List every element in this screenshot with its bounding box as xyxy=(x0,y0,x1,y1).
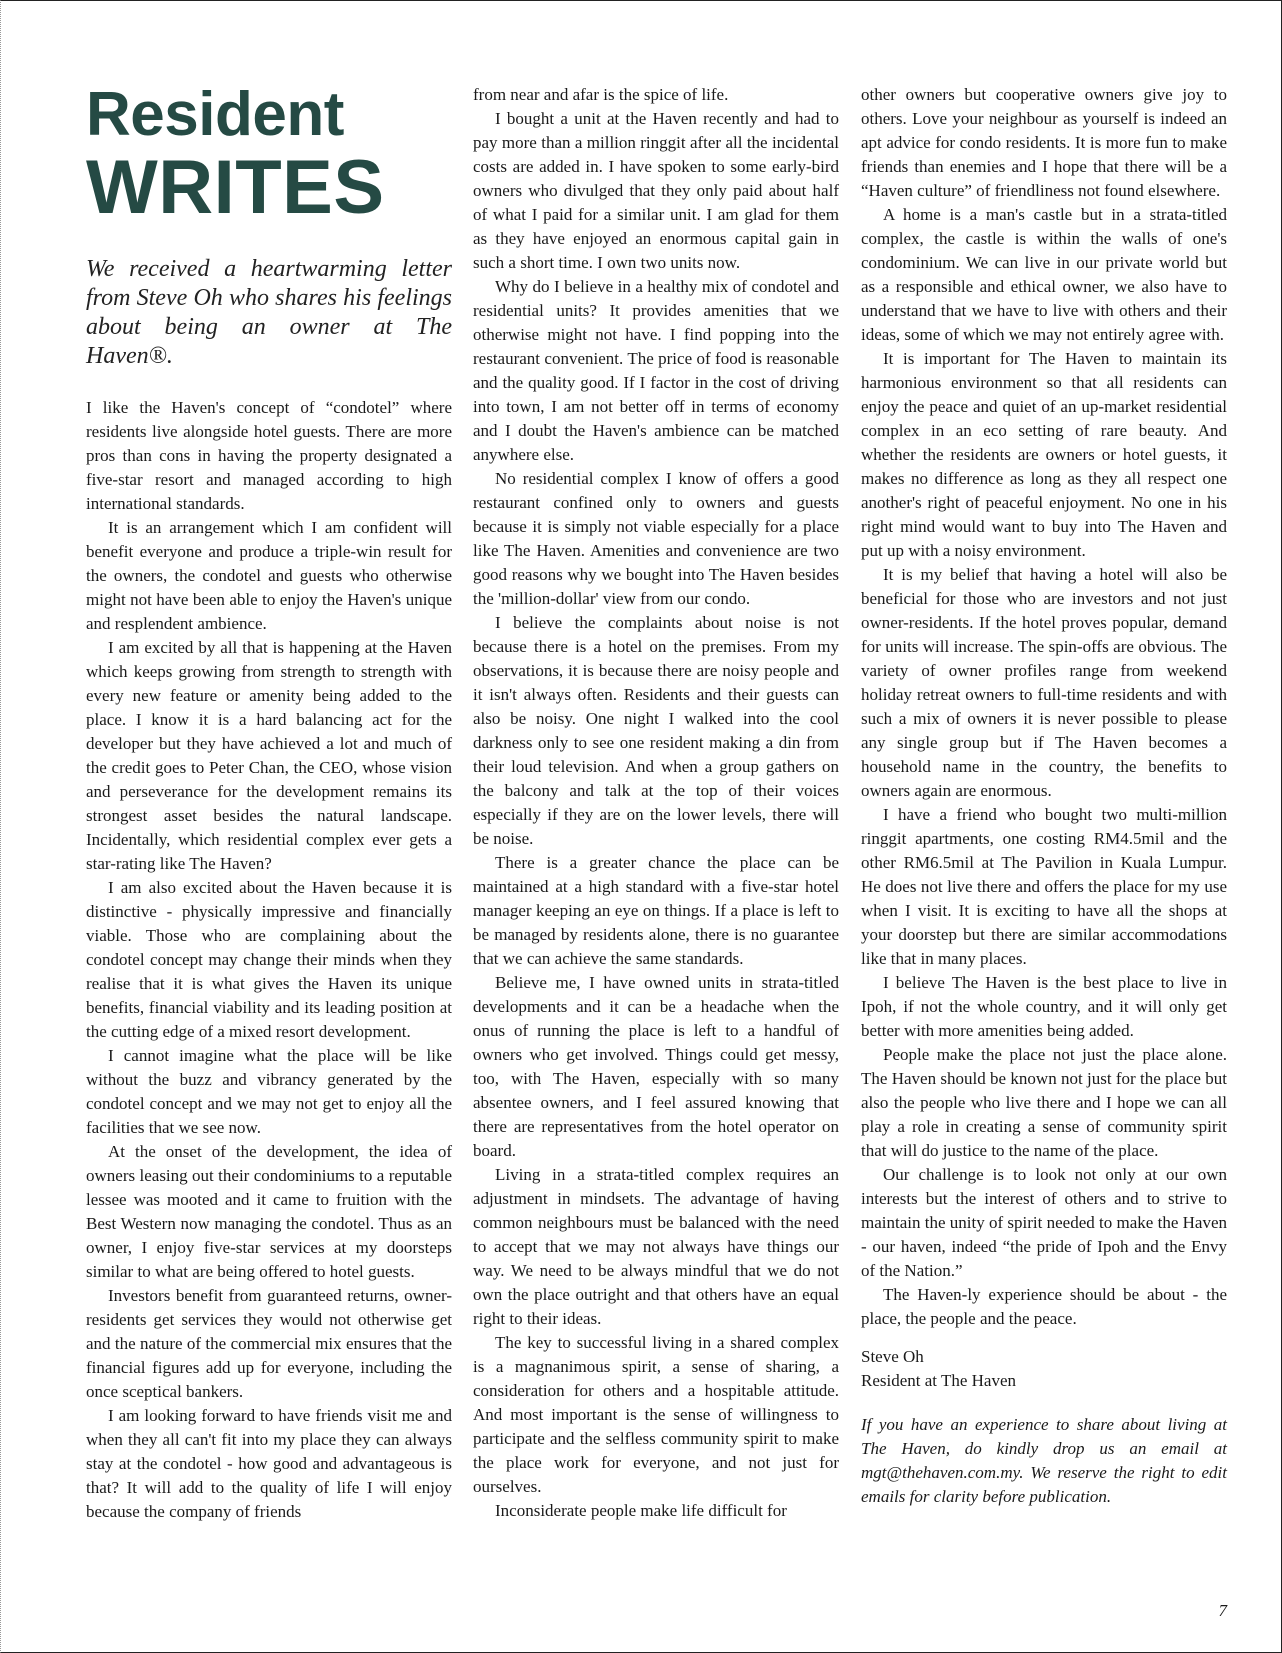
paragraph: I am also excited about the Haven because it is distinctive - physically impressive and financially viable. Those who are complaining about the condotel concept may change their minds when they realise that it is what gives the Haven its unique benefits, financial viability and its leading position at the cutting edge of a mixed resort development. xyxy=(86,878,452,1041)
paragraph: It is my belief that having a hotel will also be beneficial for those who are investors and not just owner-residents. If the hotel proves popular, demand for units will increase. The spin-offs are obvious. The variety of owner profiles range from weekend holiday retreat owners to full-time residents and with such a mix of owners it is never possible to please any single group but if The Haven becomes a household name in the country, the benefits to owners again are enormous. xyxy=(861,565,1227,800)
paragraph: Investors benefit from guaranteed returns, owner-residents get services they would not otherwise get and the nature of the commercial mix ensures that the financial figures add up for everyone, including the once sceptical bankers. xyxy=(86,1286,452,1401)
paragraph: I am excited by all that is happening at the Haven which keeps growing from strength to strength with every new feature or amenity being added to the place. I know it is a hard balancing act for the developer but they have achieved a lot and much of the credit goes to Peter Chan, the CEO, whose vision and perseverance for the development remains its strongest asset besides the natural landscape. Incidentally, which residential complex ever gets a star-rating like The Haven? xyxy=(86,638,452,873)
paragraph: I bought a unit at the Haven recently and had to pay more than a million ringgit after all the incidental costs are added in. I have spoken to some early-bird owners who divulged that they only paid about half of what I paid for a similar unit. I am glad for them as they have enjoyed an enormous capital gain in such a short time. I own two units now. xyxy=(473,109,839,272)
column-2 xyxy=(473,83,839,1523)
paragraph: There is a greater chance the place can be maintained at a high standard with a five-star hotel manager keeping an eye on things. If a place is left to be managed by residents alone, there is no guarantee that we can achieve the same standards. xyxy=(473,853,839,968)
signature-name: Steve Oh xyxy=(861,1347,924,1366)
paragraph: Inconsiderate people make life difficult for xyxy=(495,1501,787,1520)
column-3 xyxy=(861,83,1227,1509)
title-writes: WRITES xyxy=(86,145,385,230)
paragraph: other owners but cooperative owners give joy to others. Love your neighbour as yourself is indeed an apt advice for condo residents. It is more fun to make friends than enemies and I hope that there will be a “Haven culture” of friendliness not found elsewhere. xyxy=(861,85,1227,200)
intro-text: We received a heartwarming letter from Steve Oh who shares his feelings about being an owner at The Haven®. xyxy=(86,256,452,369)
paragraph: Our challenge is to look not only at our own interests but the interest of others and to strive to maintain the unity of spirit needed to make the Haven - our haven, indeed “the pride of Ipoh and the Envy of the Nation.” xyxy=(861,1165,1227,1280)
paragraph: A home is a man's castle but in a strata-titled complex, the castle is within the walls of one's condominium. We can live in our private world but as a responsible and ethical owner, we also have to understand that we have to live with others and their ideas, some of which we may not entirely agree with. xyxy=(861,205,1227,344)
page-number: 7 xyxy=(1218,1601,1227,1620)
paragraph: People make the place not just the place alone. The Haven should be known not just for the place but also the people who live there and I hope we can all play a role in creating a sense of community spirit that will do justice to the name of the place. xyxy=(861,1045,1227,1160)
paragraph: The Haven-ly experience should be about - the place, the people and the peace. xyxy=(861,1285,1227,1328)
column-3-body xyxy=(861,83,1227,1331)
paragraph: It is an arrangement which I am confident will benefit everyone and produce a triple-win result for the owners, the condotel and guests who otherwise might not have been able to enjoy the Haven's unique and resplendent ambience. xyxy=(86,518,452,633)
paragraph: from near and afar is the spice of life. xyxy=(473,85,729,104)
column-1-body xyxy=(86,396,452,1524)
signature-role: Resident at The Haven xyxy=(861,1371,1017,1390)
paragraph: No residential complex I know of offers a good restaurant confined only to owners and guests because it is simply not viable especially for a place like The Haven. Amenities and convenience are two good reasons why we bought into The Haven besides the 'million-dollar' view from our condo. xyxy=(473,469,839,608)
paragraph: I believe the complaints about noise is not because there is a hotel on the premises. From my observations, it is because there are noisy people and it isn't always often. Residents and their guests can also be noisy. One night I walked into the cool darkness only to see one resident making a din from their loud television. And when a group gathers on the balcony and talk at the top of their voices especially if they are on the lower levels, there will be noise. xyxy=(473,613,839,848)
title-resident: Resident xyxy=(86,80,344,149)
column-1 xyxy=(86,80,452,1521)
footer-note: If you have an experience to share about living at The Haven, do kindly drop us an email at mgt@thehaven.com.my. We reserve the right to edit emails for clarity before publication. xyxy=(861,1415,1227,1506)
paragraph: Why do I believe in a healthy mix of condotel and residential units? It provides amenities that we otherwise might not have. I find popping into the restaurant convenient. The price of food is reasonable and the quality good. If I factor in the cost of driving into town, I am not better off in terms of economy and I doubt the Haven's ambience can be matched anywhere else. xyxy=(473,277,839,464)
paragraph: I am looking forward to have friends visit me and when they all can't fit into my place they can always stay at the condotel - how good and advantageous is that? It will add to the quality of life I will enjoy because the company of friends xyxy=(86,1406,452,1521)
paragraph: I cannot imagine what the place will be like without the buzz and vibrancy generated by the condotel concept and we may not get to enjoy all the facilities that we see now. xyxy=(86,1046,452,1137)
paragraph: At the onset of the development, the idea of owners leasing out their condominiums to a reputable lessee was mooted and it came to fruition with the Best Western now managing the condotel. Thus as an owner, I enjoy five-star services at my doorsteps similar to what are being offered to hotel guests. xyxy=(86,1142,452,1281)
paragraph: I have a friend who bought two multi-million ringgit apartments, one costing RM4.5mil and the other RM6.5mil at The Pavilion in Kuala Lumpur. He does not live there and offers the place for my use when I visit. It is exciting to have all the shops at your doorstep but there are similar accommodations like that in many places. xyxy=(861,805,1227,968)
signature xyxy=(861,1345,1227,1393)
paragraph: The key to successful living in a shared complex is a magnanimous spirit, a sense of sharing, a consideration for others and a hospitable attitude. And most important is the sense of willingness to participate and the selfless community spirit to make the place work for everyone, and not just for ourselves. xyxy=(473,1333,839,1496)
paragraph: Believe me, I have owned units in strata-titled developments and it can be a headache when the onus of running the place is left to a handful of owners who get involved. Things could get messy, too, with The Haven, especially with so many absentee owners, and I feel assured knowing that there are representatives from the hotel operator on board. xyxy=(473,973,839,1160)
paragraph: I like the Haven's concept of “condotel” where residents live alongside hotel guests. There are more pros than cons in having the property designated a five-star resort and managed according to high international standards. xyxy=(86,398,452,513)
paragraph: I believe The Haven is the best place to live in Ipoh, if not the whole country, and it will only get better with more amenities being added. xyxy=(861,973,1227,1040)
paragraph: Living in a strata-titled complex requires an adjustment in mindsets. The advantage of having common neighbours must be balanced with the need to accept that we may not always have things our way. We need to be always mindful that we do not own the place outright and that others have an equal right to their ideas. xyxy=(473,1165,839,1328)
paragraph: It is important for The Haven to maintain its harmonious environment so that all residents can enjoy the peace and quiet of an up-market residential complex in an eco setting of rare beauty. And whether the residents are owners or hotel guests, it makes no difference as long as they all respect one another's right of peaceful enjoyment. No one in his right mind would want to buy into The Haven and put up with a noisy environment. xyxy=(861,349,1227,560)
